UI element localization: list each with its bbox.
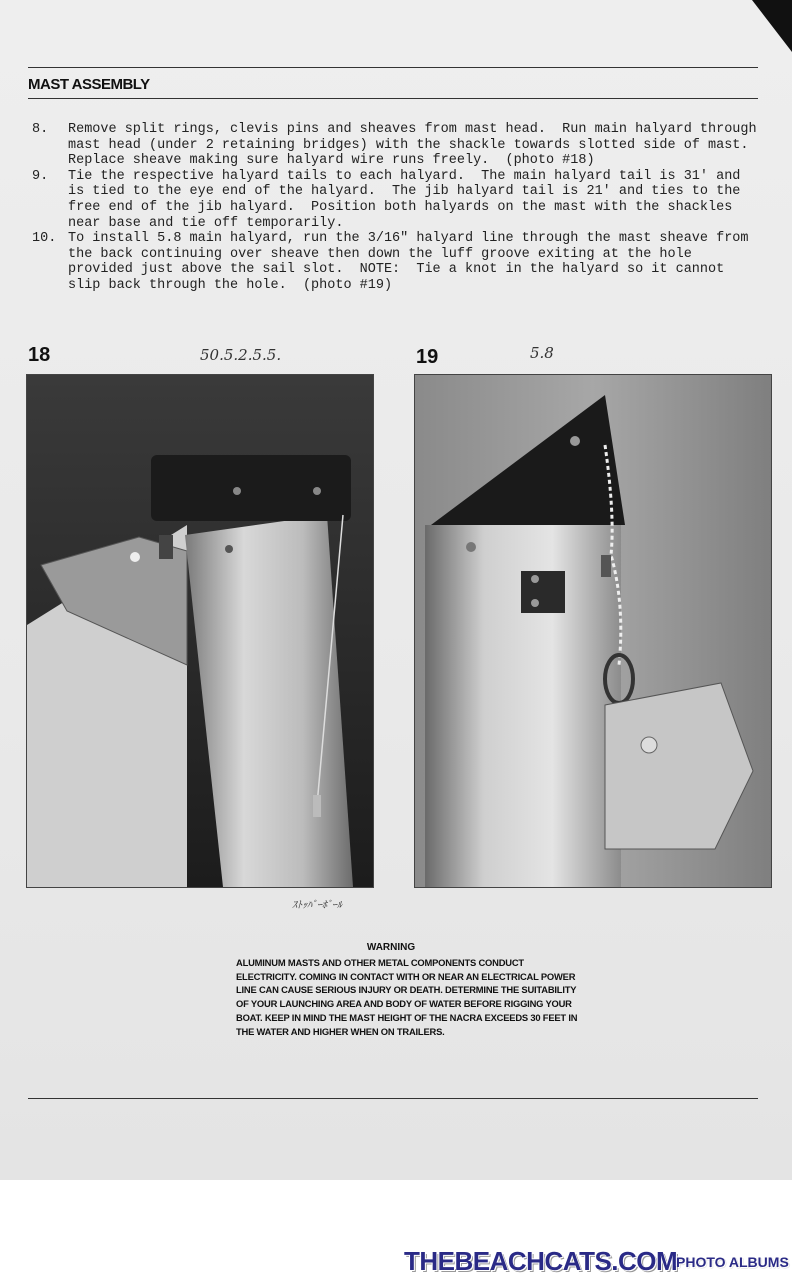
photo-18-handwritten-note: 50.5.2.5.5.	[200, 346, 282, 364]
photo-19-mast-sheave	[414, 374, 772, 888]
step-text: Tie the respective halyard tails to each halyard. The main halyard tail is 31' and is tied to the eye end of the halyard. The jib halyard tail is 21' and ties to the free end of the jib halyard. Position both halyards on the mast with the shackles near base and tie off temporarily.	[68, 168, 749, 231]
step-number: 9.	[32, 168, 49, 184]
header-rule	[28, 98, 758, 99]
mast-sheave-illustration	[415, 375, 771, 887]
step-9	[32, 169, 762, 231]
photo-19-handwritten-note: 5.8	[530, 344, 554, 362]
step-10	[32, 231, 762, 293]
section-header: MAST ASSEMBLY	[28, 76, 150, 93]
top-rule	[28, 67, 758, 68]
warning-title: WARNING	[366, 942, 416, 953]
photo-19-number: 19	[416, 346, 439, 368]
photo-18-mast-head	[26, 374, 374, 888]
mast-head-illustration	[27, 375, 373, 887]
step-text: Remove split rings, clevis pins and sheaves from mast head. Run main halyard through mast head (under 2 retaining bridges) with the shackle towards slotted side of mast. Replace sheave making sure halyard wire runs freely. (photo #18)	[68, 122, 765, 169]
step-number: 8.	[32, 122, 49, 137]
instruction-steps	[32, 122, 765, 294]
step-8	[32, 122, 765, 169]
site-logo-subtitle[interactable]: PHOTO ALBUMS	[676, 1254, 789, 1270]
site-logo[interactable]: THEBEACHCATS.COM	[404, 1246, 678, 1276]
bottom-rule	[28, 1098, 758, 1099]
step-number: 10.	[32, 231, 57, 247]
handwritten-annotation: ｽﾄｯﾊﾟｰﾎﾞｰﾙ	[292, 900, 342, 911]
step-text: To install 5.8 main halyard, run the 3/16" halyard line through the mast sheave from the back continuing over sheave then down the luff groove exiting at the hole provided just above the sail slot. NOTE: Tie a knot in the halyard so it cannot slip back through the hole. (photo #19)	[68, 231, 757, 293]
page-corner-fold	[752, 0, 792, 52]
warning-text: ALUMINUM MASTS AND OTHER METAL COMPONENTS CONDUCT ELECTRICITY. COMING IN CONTACT WITH OR NEAR AN ELECTRICAL POWER LINE CAN CAUSE SERIOUS INJURY OR DEATH. DETERMINE THE SUITABILITY OF YOUR LAUNCHING AREA AND BODY OF WATER BEFORE RIGGING YOUR BOAT. KEEP IN MIND THE MAST HEIGHT OF THE NACRA EXCEEDS 30 FEET IN THE WATER AND HIGHER WHEN ON TRAILERS.	[236, 957, 578, 1037]
photo-18-number: 18	[28, 344, 51, 366]
